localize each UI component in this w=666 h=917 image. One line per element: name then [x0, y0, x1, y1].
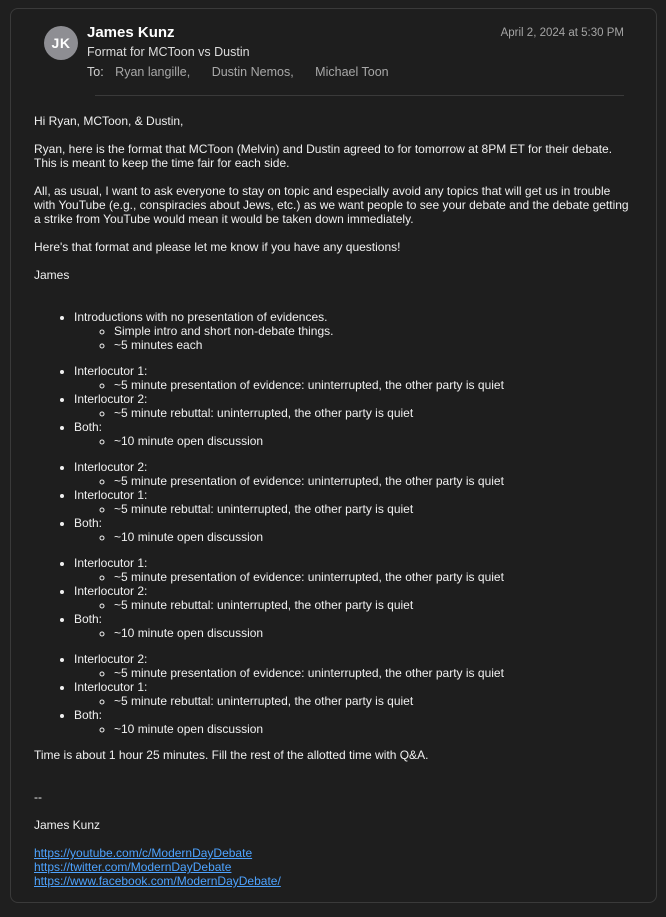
list-item-label: Introductions with no presentation of evidences.	[74, 310, 328, 324]
to-label: To:	[87, 65, 104, 79]
list-item-label: Interlocutor 1:	[74, 680, 148, 694]
list-item	[74, 420, 634, 448]
list-subitem: ◦ ~10 minute open discussion	[114, 722, 634, 736]
list-item-label: Both:	[74, 516, 103, 530]
list-item	[74, 488, 634, 516]
format-list	[34, 310, 634, 352]
list-subitem: ◦ ~5 minute rebuttal: uninterrupted, the other party is quiet	[114, 598, 634, 612]
list-item-label: Interlocutor 2:	[74, 392, 148, 406]
list-item-label: Interlocutor 1:	[74, 556, 148, 570]
list-item	[74, 612, 634, 640]
youtube-link[interactable]: https://youtube.com/c/ModernDayDebate	[34, 846, 253, 860]
list-subitem: ◦ ~10 minute open discussion	[114, 626, 634, 640]
signoff: James	[34, 268, 70, 282]
list-subitem: ◦ ~5 minute presentation of evidence: uninterrupted, the other party is quiet	[114, 570, 634, 584]
round-list	[34, 460, 634, 544]
signature-dash: --	[34, 790, 42, 804]
list-item	[74, 364, 634, 392]
email-body[interactable]	[34, 114, 634, 888]
twitter-link[interactable]: https://twitter.com/ModernDayDebate	[34, 860, 232, 874]
list-item-label: Interlocutor 2:	[74, 652, 148, 666]
list-subitem: ◦ ~5 minute rebuttal: uninterrupted, the other party is quiet	[114, 502, 634, 516]
recipient[interactable]: Dustin Nemos,	[211, 65, 294, 79]
list-subitem: ◦ ~5 minute rebuttal: uninterrupted, the other party is quiet	[114, 406, 634, 420]
list-subitem: ◦ ~5 minute presentation of evidence: uninterrupted, the other party is quiet	[114, 378, 634, 392]
list-item-label: Both:	[74, 708, 103, 722]
recipients-row	[87, 65, 407, 79]
list-item	[74, 516, 634, 544]
round-list	[34, 556, 634, 640]
list-item	[74, 584, 634, 612]
list-item-label: Both:	[74, 420, 103, 434]
list-item	[74, 392, 634, 420]
list-item-label: Interlocutor 1:	[74, 488, 148, 502]
paragraph: Here's that format and please let me know if you have any questions!	[34, 240, 401, 254]
list-item-label: Interlocutor 2:	[74, 460, 148, 474]
list-item-label: Interlocutor 2:	[74, 584, 148, 598]
facebook-link[interactable]: https://www.facebook.com/ModernDayDebate/	[34, 874, 281, 888]
list-item	[74, 680, 634, 708]
header-divider	[95, 95, 624, 96]
email-window	[10, 8, 657, 903]
list-subitem: ◦ ~10 minute open discussion	[114, 530, 634, 544]
email-date: April 2, 2024 at 5:30 PM	[500, 27, 624, 39]
signature-links	[34, 846, 634, 888]
list-subitem: ◦ ~5 minutes each	[114, 338, 634, 352]
list-subitem: ◦ ~10 minute open discussion	[114, 434, 634, 448]
paragraph: All, as usual, I want to ask everyone to stay on topic and especially avoid any topics that will get us in trouble with YouTube (e.g., conspiracies about Jews, etc.) as we want people to see your debate and the debate getting a strike from YouTube would mean it would be taken down immediately.	[34, 184, 629, 226]
round-list	[34, 652, 634, 736]
paragraph: Ryan, here is the format that MCToon (Melvin) and Dustin agreed to for tomorrow at 8PM ET for their debate. This is meant to keep the time fair for each side.	[34, 142, 613, 170]
closing-text: Time is about 1 hour 25 minutes. Fill the rest of the allotted time with Q&A.	[34, 748, 429, 762]
email-header	[11, 9, 656, 99]
email-subject: Format for MCToon vs Dustin	[87, 45, 250, 59]
round-list	[34, 364, 634, 448]
recipient[interactable]: Ryan langille,	[115, 65, 191, 79]
list-subitem: ◦ ~5 minute rebuttal: uninterrupted, the other party is quiet	[114, 694, 634, 708]
list-subitem: ◦ Simple intro and short non-debate things.	[114, 324, 634, 338]
list-item-label: Interlocutor 1:	[74, 364, 148, 378]
sender-name[interactable]: James Kunz	[87, 24, 175, 41]
list-subitem: ◦ ~5 minute presentation of evidence: uninterrupted, the other party is quiet	[114, 474, 634, 488]
list-item	[74, 310, 634, 352]
list-item	[74, 460, 634, 488]
greeting: Hi Ryan, MCToon, & Dustin,	[34, 114, 184, 128]
recipient[interactable]: Michael Toon	[315, 65, 389, 79]
list-item	[74, 652, 634, 680]
list-item	[74, 708, 634, 736]
list-item-label: Both:	[74, 612, 103, 626]
list-subitem: ◦ ~5 minute presentation of evidence: uninterrupted, the other party is quiet	[114, 666, 634, 680]
avatar[interactable]: JK	[44, 26, 78, 60]
list-item	[74, 556, 634, 584]
signature-name: James Kunz	[34, 818, 101, 832]
